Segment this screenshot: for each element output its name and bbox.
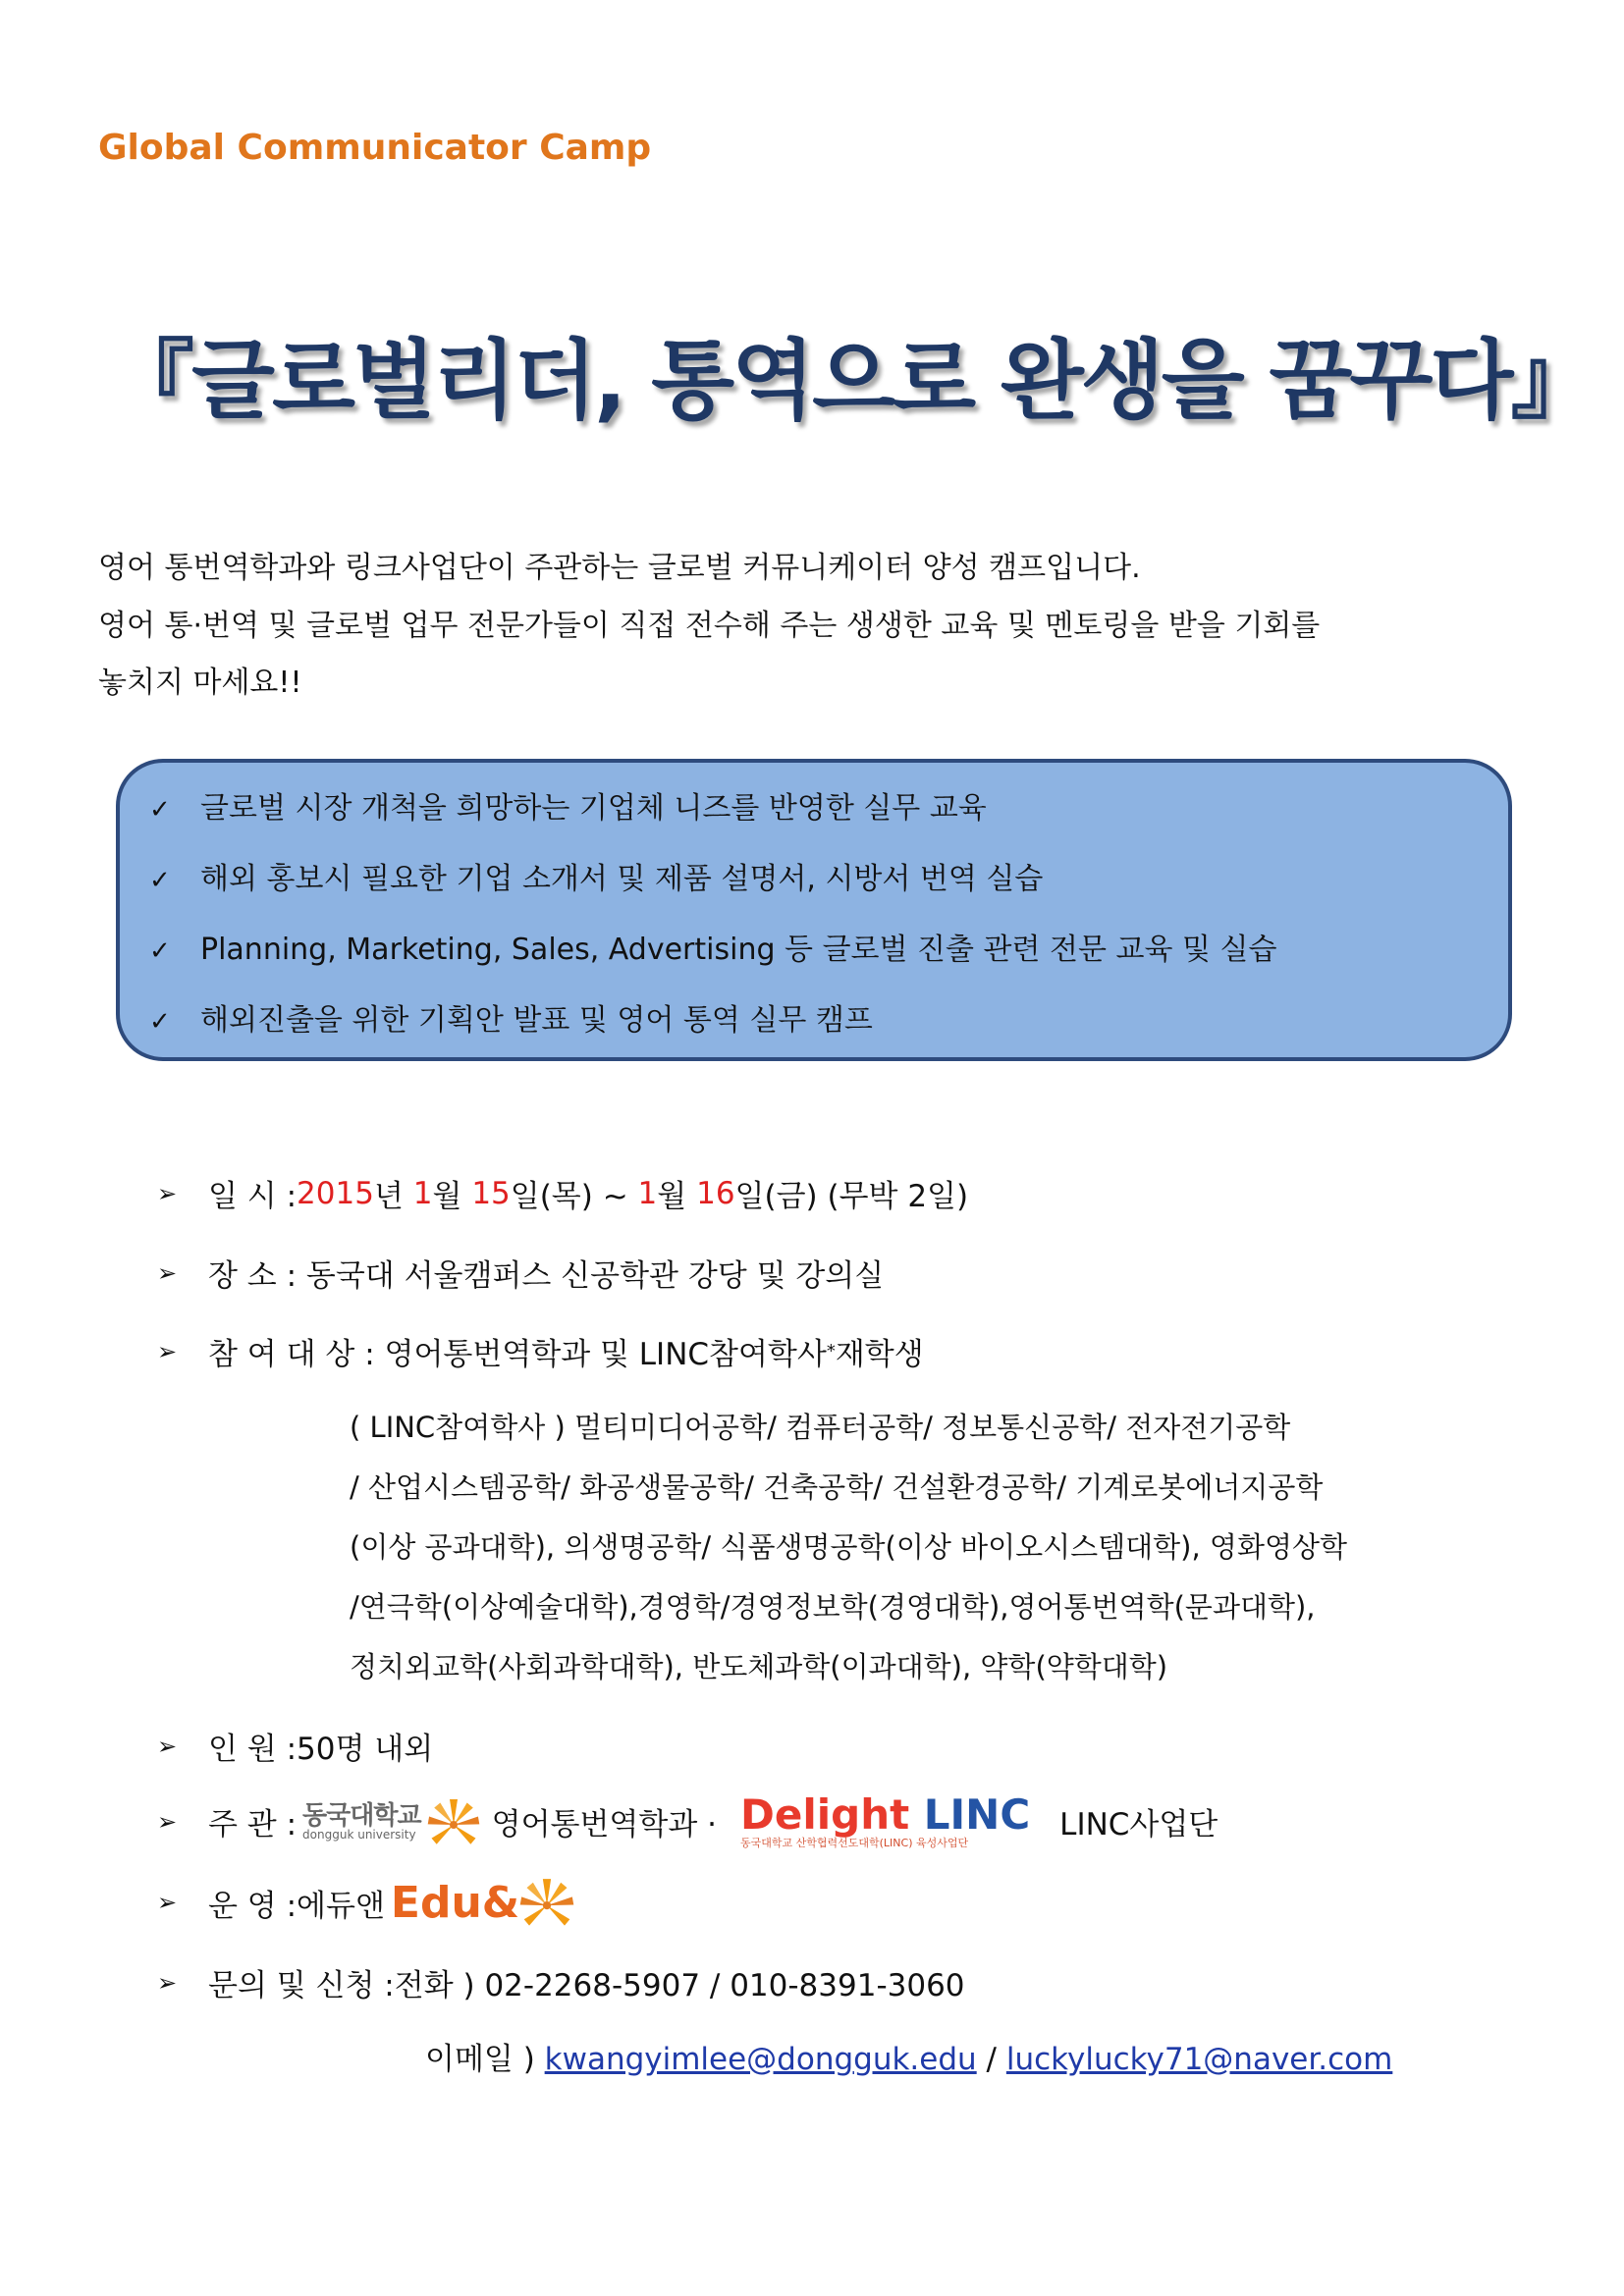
check-icon: ✓ — [149, 936, 171, 966]
date-text: 월 — [657, 1179, 687, 1214]
linc-logo-word: LINC — [923, 1790, 1031, 1839]
intro-line-3: 놓치지 마세요!! — [98, 666, 302, 700]
detail-contact — [157, 1960, 965, 2004]
target-list-line: / 산업시스템공학/ 화공생물공학/ 건축공학/ 건설환경공학/ 기계로봇에너지공학 — [350, 1470, 1324, 1504]
target-list-line: ( LINC참여학사 ) 멀티미디어공학/ 컴퓨터공학/ 정보통신공학/ 전자전기공학 — [350, 1411, 1291, 1444]
camp-name: Global Communicator Camp — [98, 128, 652, 168]
target-footnote-mark: * — [826, 1341, 836, 1362]
check-icon: ✓ — [149, 795, 171, 825]
arrow-bullet-icon: ➢ — [157, 1732, 178, 1760]
arrow-bullet-icon: ➢ — [157, 1337, 178, 1365]
detail-place — [157, 1251, 884, 1295]
people-value: 50명 내외 — [297, 1732, 434, 1767]
contact-label: 문의 및 신청 : — [208, 1968, 395, 2003]
detail-date — [157, 1171, 968, 1215]
contact-phone: 전화 ) 02-2268-5907 / 010-8391-3060 — [394, 1968, 965, 2003]
arrow-bullet-icon: ➢ — [157, 1889, 178, 1916]
place-value: 동국대 서울캠퍼스 신공학관 강당 및 강의실 — [305, 1258, 885, 1294]
main-title: 『글로벌리더, 통역으로 완생을 꿈꾸다』 — [108, 330, 1595, 431]
highlight-item — [149, 995, 873, 1039]
date-text: 월 — [432, 1179, 462, 1214]
highlight-text: 해외 홍보시 필요한 기업 소개서 및 제품 설명서, 시방서 번역 실습 — [200, 862, 1044, 896]
email-label: 이메일 ) — [425, 2042, 545, 2077]
date-text: 일(금) (무박 2일) — [734, 1179, 969, 1214]
arrow-bullet-icon: ➢ — [157, 1258, 178, 1287]
email-link-dongguk[interactable]: kwangyimlee@dongguk.edu — [544, 2042, 977, 2077]
edu-logo: Edu& — [390, 1877, 520, 1928]
check-icon: ✓ — [149, 866, 171, 895]
highlight-text: 글로벌 시장 개척을 희망하는 기업체 니즈를 반영한 실무 교육 — [200, 791, 987, 826]
date-month-2: 1 — [637, 1175, 658, 1211]
email-link-naver[interactable]: luckylucky71@naver.com — [1005, 2042, 1393, 2077]
edu-burst-icon — [519, 1875, 574, 1930]
arrow-bullet-icon: ➢ — [157, 1807, 178, 1836]
target-value: 영어통번역학과 및 LINC참여학사 — [384, 1337, 827, 1372]
date-month-1: 1 — [412, 1175, 433, 1211]
highlight-text: Planning, Marketing, Sales, Advertising 등 글로벌 진출 관련 전문 교육 및 실습 — [200, 933, 1277, 967]
arrow-bullet-icon: ➢ — [157, 1179, 178, 1207]
highlight-text: 해외진출을 위한 기획안 발표 및 영어 통역 실무 캠프 — [200, 1003, 873, 1038]
date-year: 2015 — [297, 1175, 374, 1211]
intro-line-2: 영어 통·번역 및 글로벌 업무 전문가들이 직접 전수해 주는 생생한 교육 및 멘토링을 받을 기회를 — [98, 609, 1321, 643]
highlight-item — [149, 925, 1277, 968]
highlight-item — [149, 783, 987, 827]
dongguk-logo-en: dongguk university — [302, 1827, 416, 1842]
place-label: 장 소 : — [208, 1258, 298, 1294]
arrow-bullet-icon: ➢ — [157, 1968, 178, 1997]
contact-email-row — [425, 2034, 1392, 2078]
date-text: 년 — [373, 1179, 404, 1214]
target-label: 참 여 대 상 : — [208, 1337, 375, 1372]
host-dept: 영어통번역학과 · — [491, 1807, 717, 1842]
dongguk-logo-ko: 동국대학교 — [302, 1800, 421, 1831]
target-value-suffix: 재학생 — [835, 1337, 924, 1372]
target-list-line: 정치외교학(사회과학대학), 반도체과학(이과대학), 약학(약학대학) — [350, 1650, 1168, 1683]
dongguk-logo — [302, 1800, 421, 1842]
check-icon: ✓ — [149, 1007, 171, 1037]
email-separator: / — [986, 2042, 1006, 2077]
detail-target — [157, 1329, 924, 1373]
detail-people — [157, 1724, 433, 1768]
highlight-item — [149, 854, 1043, 897]
host-linc: LINC사업단 — [1059, 1807, 1218, 1842]
date-day-1: 15 — [471, 1175, 511, 1211]
people-label: 인 원 : — [208, 1732, 298, 1767]
detail-host — [157, 1790, 1218, 1849]
operate-label: 운 영 : — [208, 1888, 298, 1924]
highlight-box — [116, 759, 1512, 1061]
target-list-line: /연극학(이상예술대학),경영학/경영정보학(경영대학),영어통번역학(문과대학), — [350, 1590, 1316, 1624]
date-day-2: 16 — [696, 1175, 735, 1211]
dongguk-burst-icon — [427, 1795, 480, 1848]
date-text: 일(목) ~ — [510, 1179, 628, 1214]
delight-logo-word: Delight — [739, 1790, 910, 1839]
detail-operate — [157, 1875, 574, 1930]
delight-logo-subtitle: 동국대학교 산학협력선도대학(LINC) 육성사업단 — [739, 1837, 969, 1849]
operate-value: 에듀앤 — [297, 1888, 385, 1924]
delight-linc-logo — [739, 1790, 1031, 1849]
target-list-line: (이상 공과대학), 의생명공학/ 식품생명공학(이상 바이오시스템대학), 영화영상학 — [350, 1530, 1348, 1564]
date-label: 일 시 : — [208, 1179, 298, 1214]
host-label: 주 관 : — [208, 1807, 298, 1842]
intro-line-1: 영어 통번역학과와 링크사업단이 주관하는 글로벌 커뮤니케이터 양성 캠프입니다. — [98, 551, 1141, 585]
